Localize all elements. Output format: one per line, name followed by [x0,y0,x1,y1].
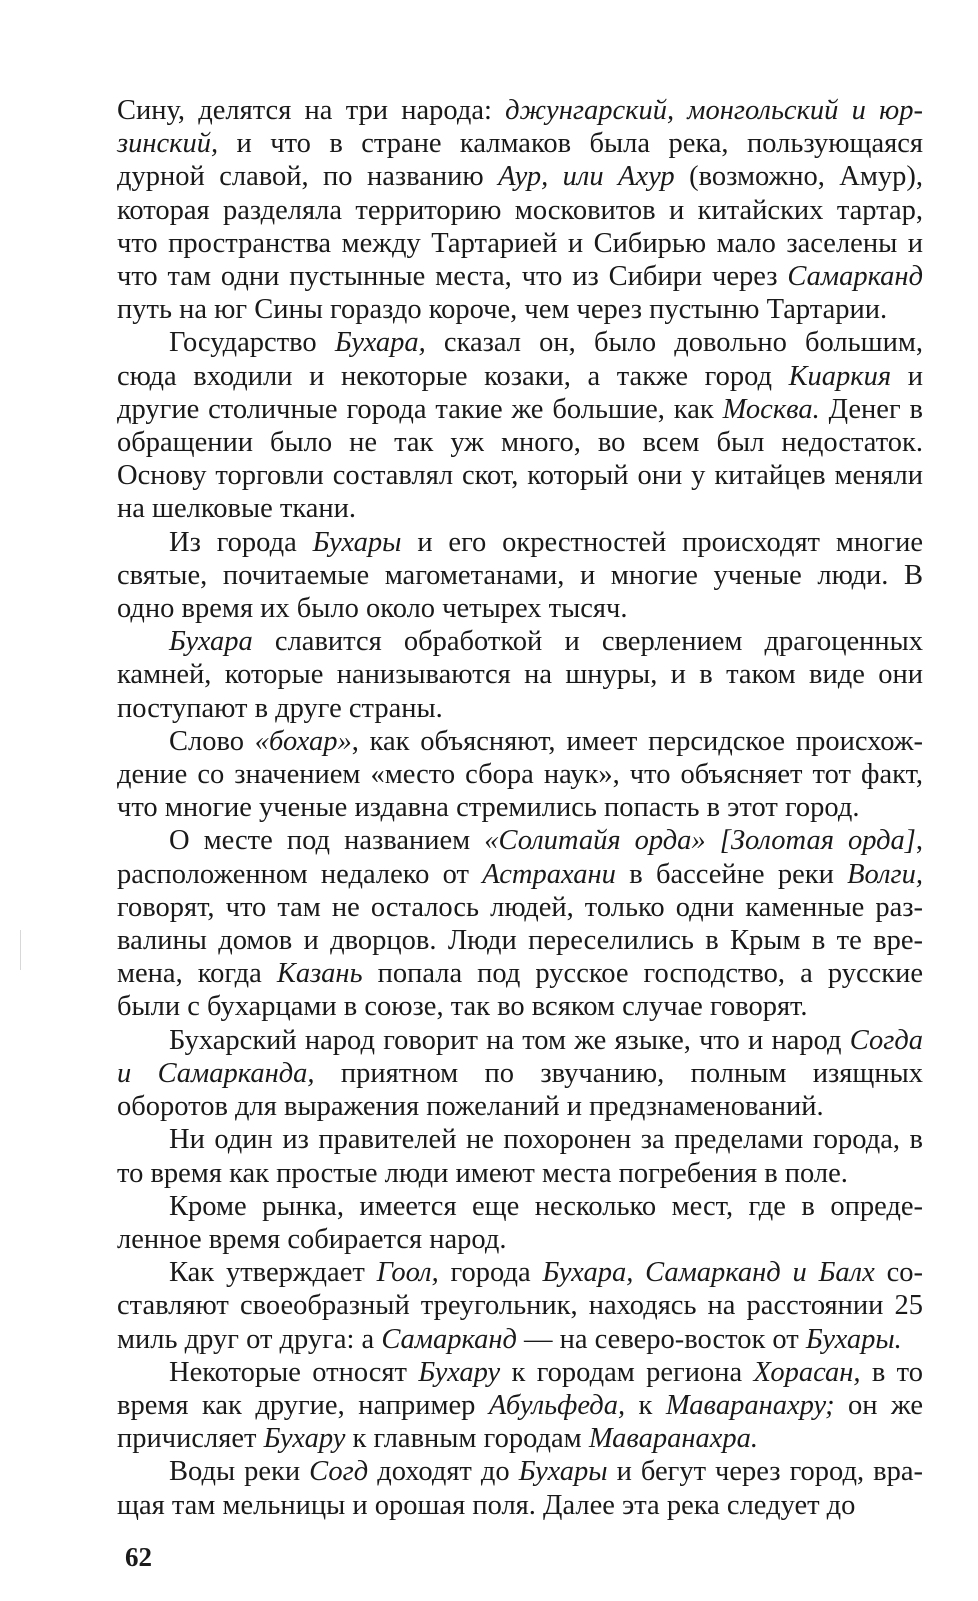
paragraph [117,1455,923,1521]
text-run: составляют своеобразный треугольник, находясь на расстоянии 25 миль друг от друга: а [117,1257,923,1355]
page-body [117,94,923,1522]
paragraph [117,625,923,725]
italic-text: Согд [309,1456,369,1488]
italic-text: Бухара, [334,327,426,359]
text-run: к [625,1389,666,1421]
paragraph [117,1123,923,1189]
text-run: в то время как другие, например [117,1356,923,1421]
text-run: к городам региона [500,1356,754,1388]
italic-text: Бухара, Самарканд и Балх [542,1257,875,1289]
italic-text: джунгарский, монгольский и юрзинский, [117,95,923,160]
italic-text: Бухару [263,1423,346,1455]
paragraph [117,326,923,525]
paragraph [117,1024,923,1124]
italic-text: Абульфеда, [488,1389,626,1421]
text-run: Слово [169,725,255,757]
italic-text: Бухары. [805,1323,902,1355]
text-run: Воды реки [169,1456,310,1488]
text-run: Кроме рынка, имеется еще несколько мест, где в определенное время собирается народ. [117,1190,923,1255]
text-run: Из города [169,526,313,558]
italic-text: Маваранахра. [588,1423,758,1455]
text-run: О месте под названием [169,825,485,857]
italic-text: Самарканд [787,261,923,293]
italic-text: Мавaранахру; [665,1389,835,1421]
text-run: Сину, делятся на три народа: [117,95,506,126]
text-run: славится обработкой и сверлением драгоценных камней, которые нанизываются на шнуры, и в таком виде они поступают в друге страны. [117,626,923,724]
text-run: , расположенном недалеко от [117,825,924,890]
italic-text: Хорасан, [753,1356,861,1388]
italic-text: Бухары [312,526,402,558]
italic-text: Казань [276,958,363,990]
text-run: Государство [169,327,335,359]
text-run: Денег в обращении было не так уж много, во всем был недостаток. Основу торговли составлял скот, который они у китайцев меняли на шелковые ткани. [117,393,923,525]
scan-gutter-mark [20,930,21,970]
text-run: приятном по звучанию, полным изящных оборотов для выражения пожеланий и предзнаменований. [117,1057,923,1123]
text-run: в бассейне реки [615,858,848,890]
italic-text: «бохар» [254,725,352,757]
paragraph [117,725,923,825]
italic-text: Астрахани [482,858,616,890]
text-run: попала под русское господство, а русские были с бухарцами в союзе, так во всяком случае говорят. [117,958,923,1023]
text-run: сказал он, было довольно большим, сюда входили и некоторые козаки, а также город [117,327,923,392]
text-run: города [438,1257,543,1289]
text-run: и другие столичные города такие же большие, как [117,360,923,425]
italic-text: Самарканд [381,1323,517,1355]
text-run: Как утверждает [169,1257,377,1289]
italic-text: «Солитайя орда» [Золотая орда] [484,825,916,857]
text-run: (возможно, Амур), которая разделяла территорию московитов и китайских тартар, что пространства между Тартарией и Сибирью мало заселены и что там одни пустынные места, что из Сибири через [117,161,924,293]
paragraph [117,526,923,626]
paragraph [117,1256,923,1356]
italic-text: Волги, [847,858,923,890]
italic-text: Киаркия [788,360,892,392]
italic-text: Бухары [518,1456,608,1488]
text-run: Бухарский народ говорит на том же языке, что и народ [169,1024,850,1056]
italic-text: Бухара [169,626,253,658]
paragraph [117,824,923,1023]
italic-text: Бухару [418,1356,501,1388]
text-run: , как объясняют, имеет персидское происхождение со значением «место сбора наук», что объясняет тот факт, что многие ученые издавна стремились попасть в этот город. [117,725,923,824]
text-run: и его окрестностей происходят многие святые, почитаемые магометанами, и многие ученые люди. В одно время их было около четырех тысяч. [117,526,923,625]
text-run: Ни один из правителей не похоронен за пределами города, в то время как простые люди имеют места погребения в поле. [117,1124,923,1189]
text-run: — на северо-восток от [516,1323,806,1355]
page-number: 62 [125,1542,152,1572]
text-run: к главным городам [345,1423,589,1455]
paragraph [117,1190,923,1256]
text-run: путь на юг Сины гораздо короче, чем через пустыню Тартарии. [117,294,888,326]
text-run: и что в стране калмаков была река, пользующаяся дурной славой, по названию [117,128,923,193]
paragraph [117,1356,923,1456]
paragraph [117,94,923,326]
text-run: говорят, что там не осталось людей, только одни каменные развалины домов и дворцов. Люди переселились в Крым в те времена, когда [117,891,923,990]
text-run: доходят до [368,1456,519,1488]
italic-text: Согда и Самарканда, [117,1024,923,1089]
text-run: он же причисляет [117,1389,924,1455]
text-run: и бегут через город, вращая там мельницы и орошая поля. Далее эта река следует до [117,1456,923,1521]
text-run: Некоторые относят [169,1356,419,1388]
italic-text: Москва. [722,393,820,425]
italic-text: Аур, или Ахур [498,161,675,193]
italic-text: Гоол, [376,1257,439,1289]
